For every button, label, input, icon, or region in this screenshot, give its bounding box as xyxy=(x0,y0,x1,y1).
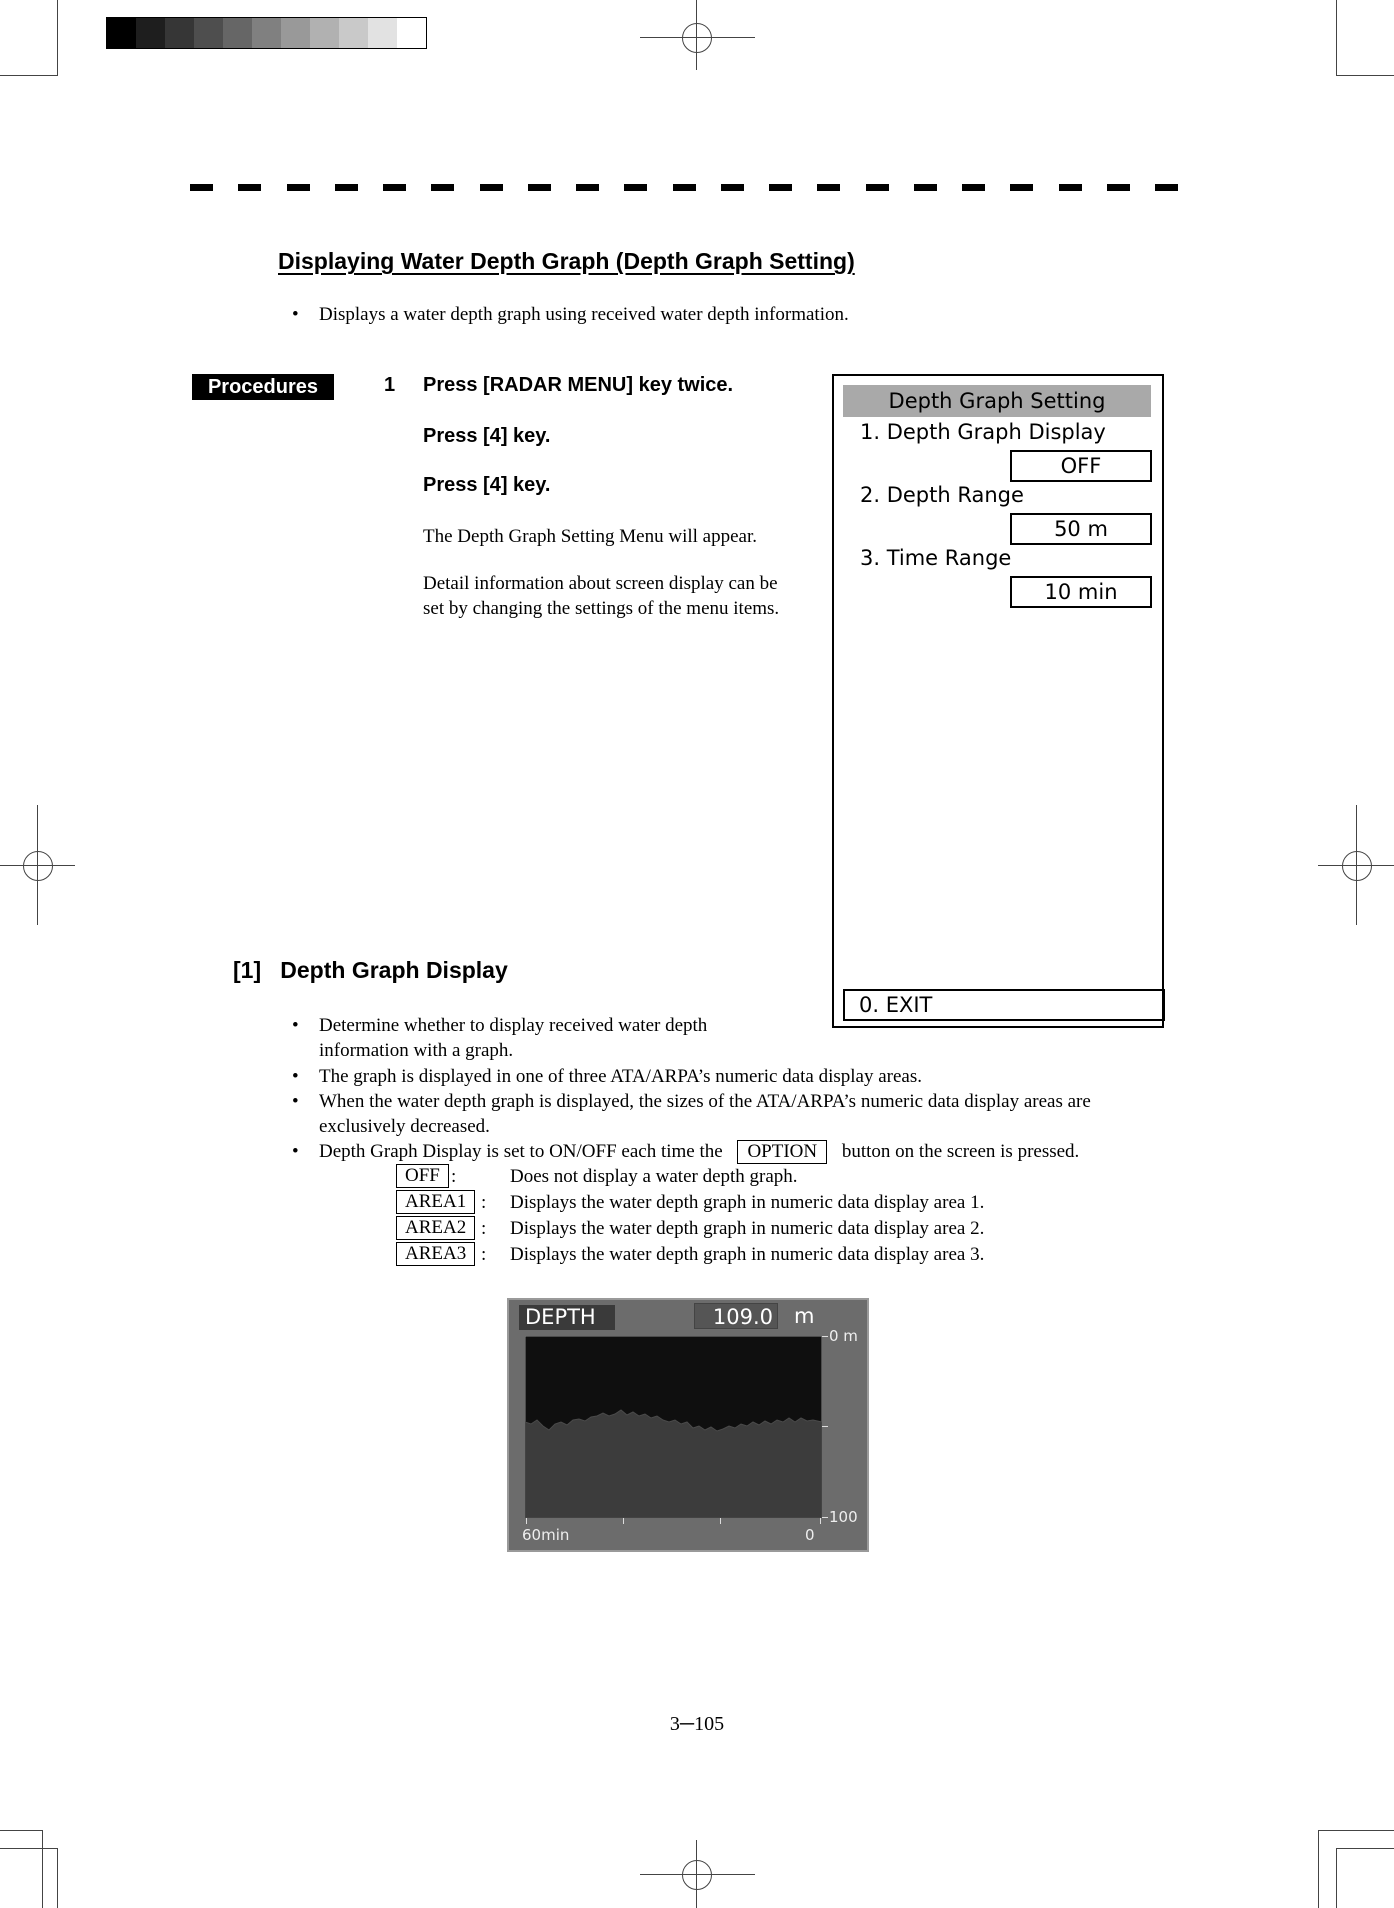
depth-reading: 109.0 xyxy=(694,1303,778,1329)
bullet-2: • The graph is displayed in one of three ATA/ARPA’s numeric data display areas. xyxy=(292,1066,923,1087)
option-area1-desc: Displays the water depth graph in numeric data display area 1. xyxy=(510,1192,985,1213)
bullet-4: • Depth Graph Display is set to ON/OFF each time the OPTION button on the screen is pressed. xyxy=(292,1141,1080,1162)
depth-axis-top-label: 0 m xyxy=(829,1327,858,1345)
depth-unit: m xyxy=(794,1304,815,1328)
bullet-1-line-1: Determine whether to display received water depth xyxy=(319,1015,708,1036)
depth-axis-bottom-label: 100 xyxy=(829,1508,858,1526)
bullet-3-line-1: When the water depth graph is displayed, the sizes of the ATA/ARPA’s numeric data display areas are xyxy=(319,1091,1091,1112)
step-1-text: Press [RADAR MENU] key twice. xyxy=(423,374,734,396)
option-area3-desc: Displays the water depth graph in numeric data display area 3. xyxy=(510,1244,985,1265)
bullet-3-line-2: exclusively decreased. xyxy=(319,1116,490,1137)
option-off-label: OFF xyxy=(396,1164,449,1188)
grayscale-calibration-strip xyxy=(106,17,427,49)
bullet-4-post: button on the screen is pressed. xyxy=(841,1141,1080,1162)
option-area2-label: AREA2 xyxy=(396,1216,475,1240)
menu-appear-note: The Depth Graph Setting Menu will appear. xyxy=(423,526,758,547)
bullet-4-pre: Depth Graph Display is set to ON/OFF each time the xyxy=(319,1141,723,1162)
dashed-header-rule xyxy=(190,184,1178,191)
depth-plot xyxy=(525,1336,822,1518)
axis-tick-top xyxy=(822,1336,828,1337)
time-tick-1 xyxy=(526,1518,527,1524)
menu-exit-button[interactable]: 0. EXIT xyxy=(843,989,1165,1021)
bullet-2-text: The graph is displayed in one of three ATA/ARPA’s numeric data display areas. xyxy=(319,1066,923,1087)
time-range-value[interactable]: 10 min xyxy=(1010,576,1152,608)
time-tick-2 xyxy=(623,1518,624,1524)
time-tick-4 xyxy=(820,1518,821,1524)
axis-tick-bottom xyxy=(822,1517,828,1518)
option-area3-label: AREA3 xyxy=(396,1242,475,1266)
menu-item-depth-range[interactable]: 2. Depth Range xyxy=(860,483,1024,507)
depth-graph-setting-menu xyxy=(832,374,1164,1028)
intro-bullet-text: Displays a water depth graph using received water depth information. xyxy=(319,304,849,325)
step-3-text: Press [4] key. xyxy=(423,474,551,496)
depth-range-value[interactable]: 50 m xyxy=(1010,513,1152,545)
bullet-1-line-2: information with a graph. xyxy=(319,1040,514,1061)
page-number: 3─105 xyxy=(669,1713,725,1735)
intro-bullet: • Displays a water depth graph using received water depth information. xyxy=(292,304,849,325)
page-title: Displaying Water Depth Graph (Depth Graph Setting) xyxy=(278,248,855,274)
option-button[interactable]: OPTION xyxy=(737,1140,827,1164)
time-axis-left-label: 60min xyxy=(522,1526,570,1544)
time-axis-right-label: 0 xyxy=(805,1526,815,1544)
option-area2-desc: Displays the water depth graph in numeric data display area 2. xyxy=(510,1218,985,1239)
menu-item-depth-graph-display[interactable]: 1. Depth Graph Display xyxy=(860,420,1106,444)
detail-note-line-2: set by changing the settings of the menu items. xyxy=(423,598,780,619)
step-number: 1 xyxy=(384,374,396,396)
option-off-desc: Does not display a water depth graph. xyxy=(510,1166,798,1187)
detail-note xyxy=(423,571,779,621)
axis-tick-mid xyxy=(822,1426,828,1427)
depth-title: DEPTH xyxy=(519,1305,615,1330)
bullet-1: • Determine whether to display received water depth information with a graph. xyxy=(292,1015,708,1061)
depth-profile xyxy=(525,1410,822,1518)
section-heading: [1] Depth Graph Display xyxy=(233,957,508,983)
menu-item-time-range[interactable]: 3. Time Range xyxy=(860,546,1012,570)
option-area1-label: AREA1 xyxy=(396,1190,475,1214)
step-2-text: Press [4] key. xyxy=(423,425,551,447)
bullet-3: • When the water depth graph is displayed, the sizes of the ATA/ARPA’s numeric data display areas are exclusively decreased. xyxy=(292,1091,1091,1137)
procedures-badge: Procedures xyxy=(192,374,334,400)
depth-graph-display xyxy=(507,1298,869,1552)
depth-graph-display-value[interactable]: OFF xyxy=(1010,450,1152,482)
detail-note-line-1: Detail information about screen display can be xyxy=(423,573,778,594)
time-tick-3 xyxy=(720,1518,721,1524)
menu-title: Depth Graph Setting xyxy=(843,385,1151,417)
